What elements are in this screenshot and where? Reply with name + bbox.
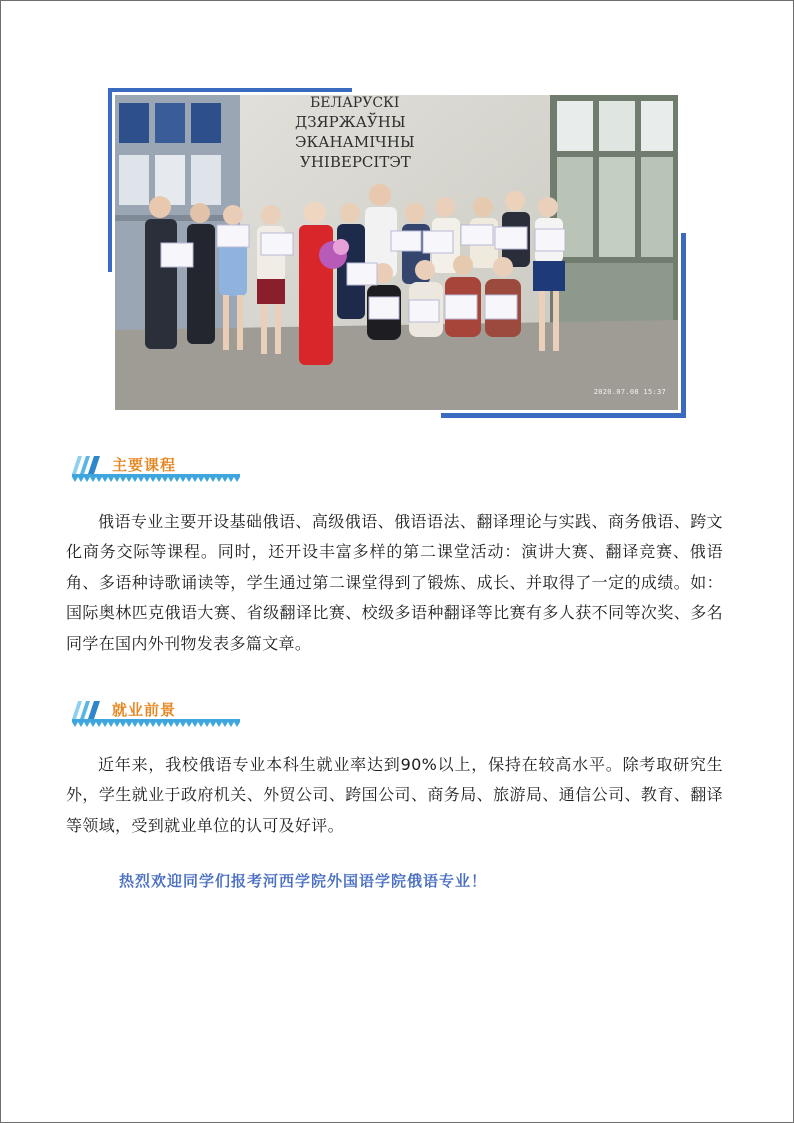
sign-line-4: УНІВЕРСІТЭТ <box>300 153 411 171</box>
sign-line-1: БЕЛАРУСКІ <box>310 95 400 111</box>
section-header-courses <box>66 452 240 482</box>
sign-line-3: ЭКАНАМІЧНЫ <box>295 133 415 151</box>
courses-paragraph: 俄语专业主要开设基础俄语、高级俄语、俄语语法、翻译理论与实践、商务俄语、跨文化商务交际等课程。同时，还开设丰富多样的第二课堂活动：演讲大赛、翻译竞赛、俄语角、多语种诗歌诵读等，学生通过第二课堂得到了锻炼、成长、并取得了一定的成绩。如：国际奥林匹克俄语大赛、省级翻译比赛、校级多语种翻译等比赛有多人获不同等次奖、多名同学在国内外刊物发表多篇文章。 <box>66 512 723 653</box>
employment-paragraph: 近年来，我校俄语专业本科生就业率达到90%以上，保持在较高水平。除考取研究生外，学生就业于政府机关、外贸公司、跨国公司、商务局、旅游局、通信公司、教育、翻译等领域，受到就业单位的认可及好评。 <box>66 755 723 835</box>
section-header-employment <box>66 697 240 727</box>
group-photo <box>115 95 678 410</box>
section-title: 主要课程 <box>112 456 177 474</box>
welcome-message: 热烈欢迎同学们报考河西学院外国语学院俄语专业！ <box>119 872 488 890</box>
photo-frame <box>108 88 686 418</box>
stripes-icon <box>66 697 110 721</box>
stripes-icon <box>66 452 110 476</box>
triangle-border-icon <box>72 722 240 728</box>
section-title: 就业前景 <box>112 701 177 719</box>
triangle-border-icon <box>72 477 240 483</box>
photo-timestamp: 2020.07.08 15:37 <box>593 388 666 396</box>
sign-line-2: ДЗЯРЖАЎНЫ <box>295 113 406 131</box>
